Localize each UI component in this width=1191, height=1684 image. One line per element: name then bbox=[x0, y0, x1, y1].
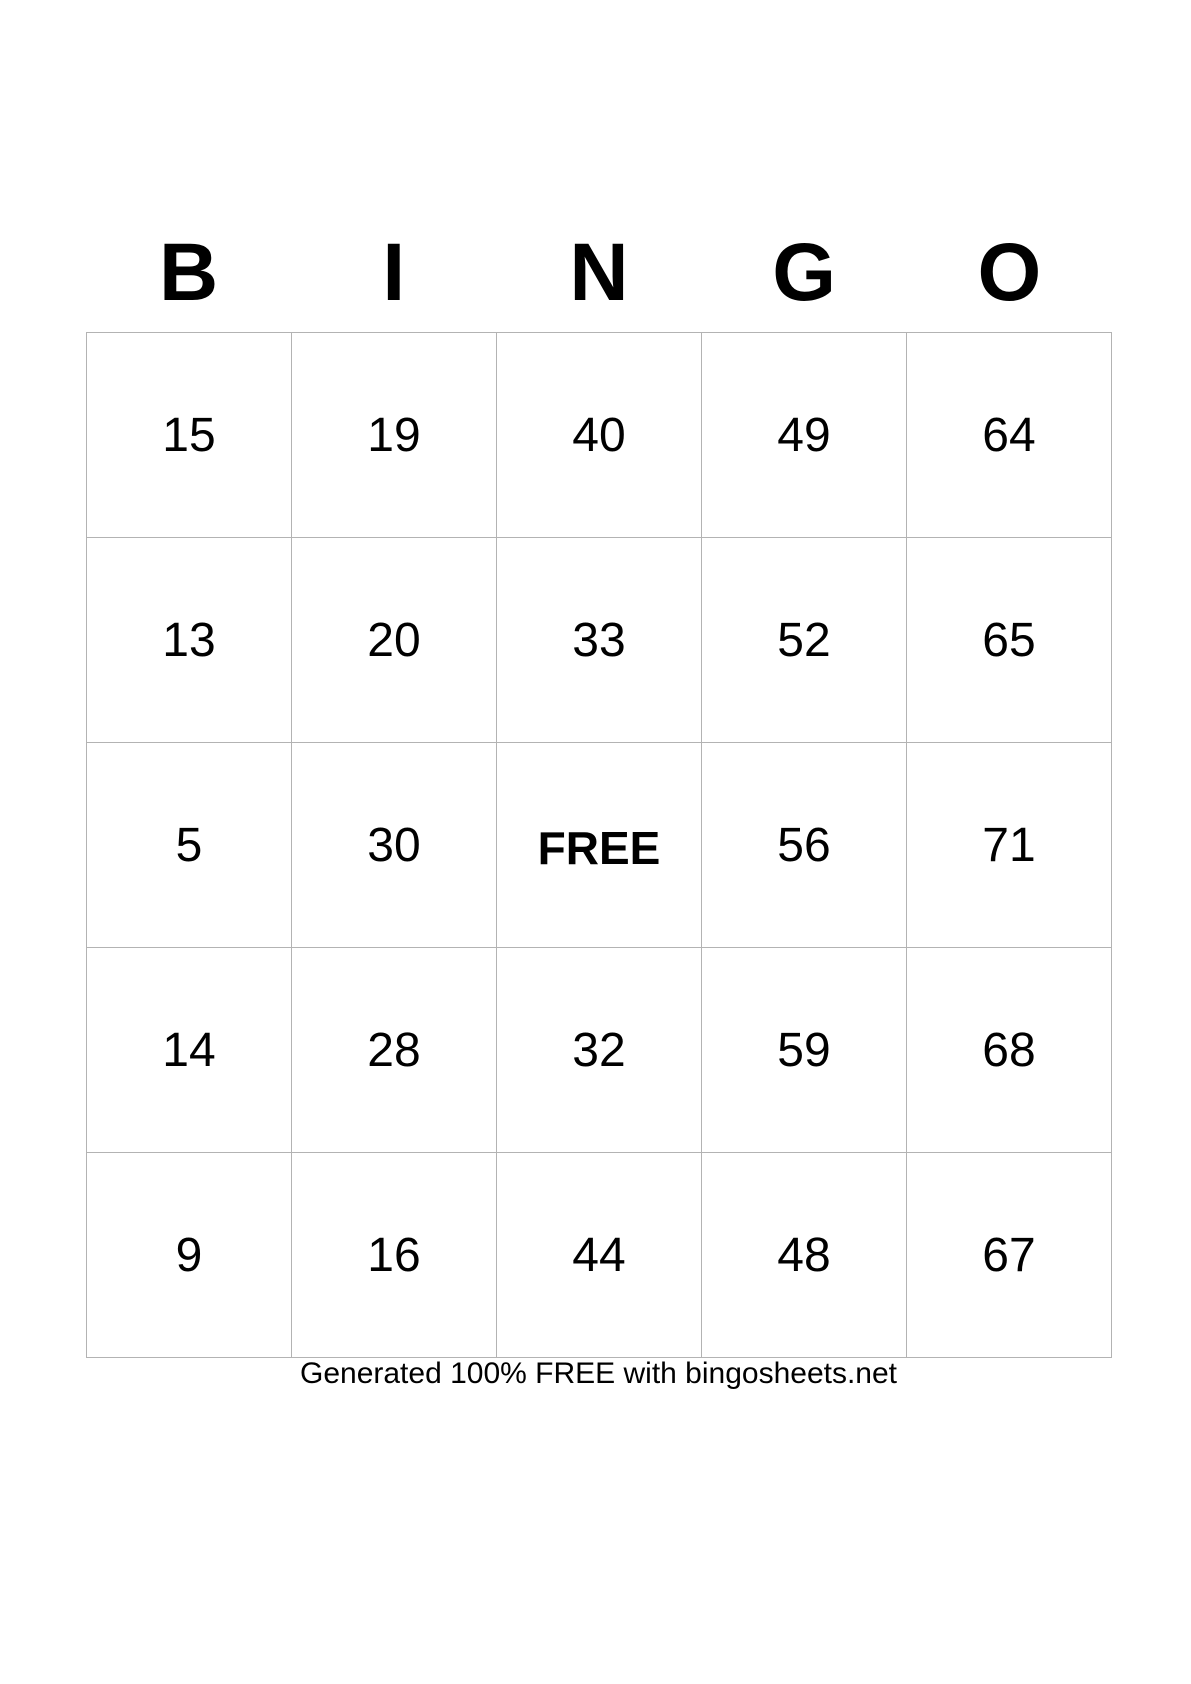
header-letter-n: N bbox=[569, 227, 629, 318]
bingo-cell: 14 bbox=[87, 948, 292, 1153]
header-letter-i: I bbox=[382, 227, 406, 318]
bingo-cell: 33 bbox=[497, 538, 702, 743]
header-letter-g: G bbox=[772, 227, 837, 318]
bingo-cell: 68 bbox=[907, 948, 1112, 1153]
header-letter-o: O bbox=[977, 227, 1042, 318]
bingo-cell: 59 bbox=[702, 948, 907, 1153]
bingo-grid bbox=[86, 332, 1112, 1358]
bingo-cell: 65 bbox=[907, 538, 1112, 743]
bingo-cell: 16 bbox=[292, 1153, 497, 1358]
bingo-cell: 71 bbox=[907, 743, 1112, 948]
bingo-cell: 52 bbox=[702, 538, 907, 743]
header-letter-b: B bbox=[158, 227, 219, 318]
bingo-cell: 19 bbox=[292, 333, 497, 538]
bingo-cell: 49 bbox=[702, 333, 907, 538]
bingo-cell: 67 bbox=[907, 1153, 1112, 1358]
bingo-cell: 20 bbox=[292, 538, 497, 743]
bingo-cell: 40 bbox=[497, 333, 702, 538]
bingo-cell: 48 bbox=[702, 1153, 907, 1358]
bingo-cell: 32 bbox=[497, 948, 702, 1153]
bingo-cell: 28 bbox=[292, 948, 497, 1153]
bingo-header bbox=[86, 214, 1112, 332]
bingo-cell: 9 bbox=[87, 1153, 292, 1358]
bingo-card bbox=[86, 214, 1112, 1358]
bingo-cell: 30 bbox=[292, 743, 497, 948]
bingo-cell: 44 bbox=[497, 1153, 702, 1358]
generated-footer-text: Generated 100% FREE with bingosheets.net bbox=[299, 1357, 898, 1390]
bingo-cell: 64 bbox=[907, 333, 1112, 538]
bingo-cell: 13 bbox=[87, 538, 292, 743]
bingo-cell: 5 bbox=[87, 743, 292, 948]
bingo-cell: 56 bbox=[702, 743, 907, 948]
free-space-cell: FREE bbox=[497, 743, 702, 948]
bingo-cell: 15 bbox=[87, 333, 292, 538]
